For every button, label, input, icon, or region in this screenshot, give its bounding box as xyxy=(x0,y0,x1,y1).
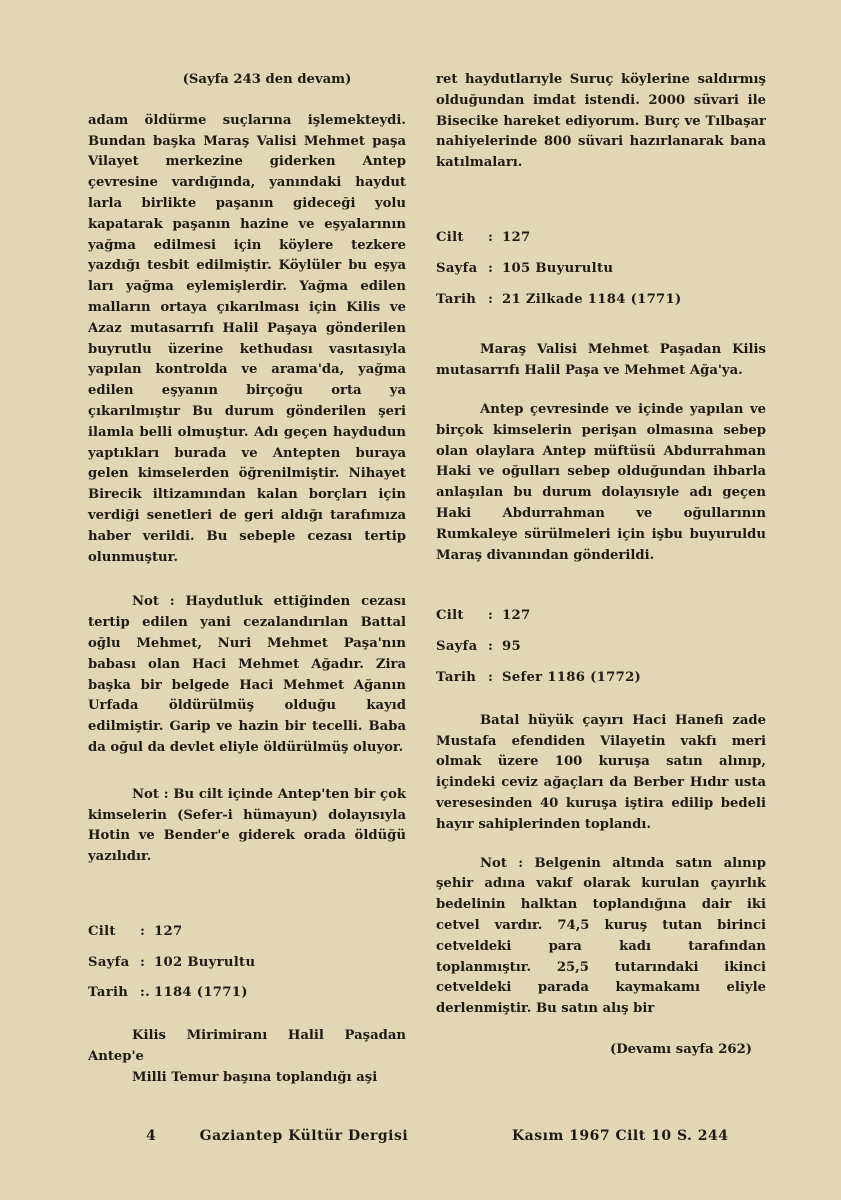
meta-sayfa: Sayfa : 105 Buyurultu xyxy=(436,259,766,280)
page-number: 4 xyxy=(146,1128,157,1144)
meta-value: 127 xyxy=(502,608,531,624)
meta-cilt: Cilt : 127 xyxy=(436,228,766,249)
meta-cilt: Cilt : 127 xyxy=(88,922,406,943)
meta-label: Tarih xyxy=(436,291,477,307)
meta-label: Sayfa xyxy=(88,954,130,970)
continued-note: (Devamı sayfa 262) xyxy=(609,1041,752,1057)
left-note-2: Not : Bu cilt içinde Antep'ten bir çok kimselerin (Sefer-i hümayun) dolayısıyla Hotin ve Bender'e giderek orada öldüğü yazılıdır. xyxy=(88,786,406,865)
meta-tarih: Tarih : 21 Zilkade 1184 (1771) xyxy=(436,290,766,311)
meta-label: Cilt xyxy=(436,608,464,624)
meta-cilt: Cilt : 127 xyxy=(436,606,766,627)
right-column xyxy=(436,70,766,1061)
footer-left xyxy=(146,1128,408,1144)
meta-label: Tarih xyxy=(436,669,477,685)
meta-label: Sayfa xyxy=(436,639,478,655)
issue-info: Kasım 1967 Cilt 10 S. 244 xyxy=(512,1128,729,1144)
left-paragraph-3: Milli Temur başına toplandığı aşi xyxy=(132,1069,378,1085)
left-meta-block xyxy=(88,922,406,1004)
meta-value: Sefer 1186 (1772) xyxy=(502,669,642,685)
meta-sayfa: Sayfa : 102 Buyrultu xyxy=(88,953,406,974)
meta-tarih: Tarih : Sefer 1186 (1772) xyxy=(436,668,766,689)
meta-value: 127 xyxy=(154,923,183,939)
meta-label: Sayfa xyxy=(436,260,478,276)
meta-value: 21 Zilkade 1184 (1771) xyxy=(502,291,682,307)
meta-value: 1184 (1771) xyxy=(154,985,248,1001)
meta-value: 105 Buyurultu xyxy=(502,260,614,276)
meta-label: Tarih xyxy=(88,985,129,1001)
right-paragraph-3: Antep çevresinde ve içinde yapılan ve birçok kimselerin perişan olmasına sebep olan olaylara Antep müftüsü Abdurrahman Haki ve oğulları sebep olduğundan ihbarla anlaşılan bu durum dolayısıyle adı geçen Haki Abdurrahman ve oğullarının Rumkaleye sürülmeleri için işbu buyuruldu Maraş divanından gönderildi. xyxy=(436,401,766,563)
footer-right xyxy=(512,1128,729,1144)
continuation-note: (Sayfa 243 den devam) xyxy=(182,72,352,87)
right-paragraph-4: Batal hüyük çayırı Haci Hanefi zade Mustafa efendiden Vilayetin vakfı meri olmak üzere 100 kuruşa satın alınıp, içindeki ceviz ağaçları da Berber Hıdır usta veresesinden 40 kuruşa iştira edilip bedeli hayır sahiplerinden toplandı. xyxy=(436,712,766,832)
meta-tarih: Tarih :. 1184 (1771) xyxy=(88,983,406,1004)
meta-value: 95 xyxy=(502,639,521,655)
left-paragraph-1: adam öldürme suçlarına işlemekteydi. Bundan başka Maraş Valisi Mehmet paşa Vilayet merkezine giderken Antep çevresine vardığında, yanındaki haydut larla birlikte paşanın gideceği yolu kapatarak paşanın hazine ve eşyalarının yağma edilmesi için köylere tezkere yazdığı tesbit edilmiştir. Köylüler bu eşya ları yağma eylemişlerdir. Yağma edilen malların ortaya çıkarılması için Kilis ve Azaz mutasarrıfı Halil Paşaya gönderilen buyrutlu üzerine kethudası vasıtasıyla yapılan kontrolda ve arama'da, yağma edilen eşyanın birçoğu orta ya çıkarılmıştır Bu durum gönderilen şeri ilamla belli olmuştur. Adı geçen haydudun yaptıkları burada ve Antepten buraya gelen kimselerden öğrenilmiştir. Nihayet Birecik iltizamından kalan borçları için verdiği senetleri de geri aldığı tarafımıza haber verildi. Bu sebeple cezası tertip olunmuştur. xyxy=(88,112,406,565)
right-note: Not : Belgenin altında satın alınıp şehir adına vakıf olarak kurulan çayırlık bedelinin halktan toplandığına dair iki cetvel vardır. 74,5 kuruş tutan birinci cetveldeki para kadı tarafından toplanmıştır. 25,5 tutarındaki ikinci cetveldeki parada kaymakamı eliyle derlenmiştir. Bu satın alış bir xyxy=(436,855,766,1017)
meta-label: Cilt xyxy=(88,923,116,939)
meta-value: 127 xyxy=(502,229,531,245)
left-note-1: Not : Haydutluk ettiğinden cezası tertip edilen yani cezalandırılan Battal oğlu Mehmet, Nuri Mehmet Paşa'nın babası olan Haci Mehmet Ağadır. Zira başka bir belgede Haci Mehmet Ağanın Urfada öldürülmüş olduğu kayıd edilmiştir. Garip ve hazin bir tecelli. Baba da oğul da devlet eliyle öldürülmüş oluyor. xyxy=(88,594,406,755)
journal-name: Gaziantep Kültür Dergisi xyxy=(199,1128,409,1144)
right-meta-block-2 xyxy=(436,606,766,688)
right-meta-block-1 xyxy=(436,228,766,310)
meta-sayfa: Sayfa : 95 xyxy=(436,637,766,658)
meta-label: Cilt xyxy=(436,229,464,245)
left-column xyxy=(88,70,406,1089)
right-paragraph-1: ret haydutlarıyle Suruç köylerine saldırmış olduğundan imdat istendi. 2000 süvari ile Bisecike hareket ediyorum. Burç ve Tılbaşar nahiyelerinde 800 süvari hazırlanarak bana katılmaları. xyxy=(436,72,766,171)
left-paragraph-2: Kilis Mirimiranı Halil Paşadan Antep'e xyxy=(88,1028,406,1065)
right-paragraph-2: Maraş Valisi Mehmet Paşadan Kilis mutasarrıfı Halil Paşa ve Mehmet Ağa'ya. xyxy=(436,342,766,379)
meta-value: 102 Buyrultu xyxy=(154,954,256,970)
